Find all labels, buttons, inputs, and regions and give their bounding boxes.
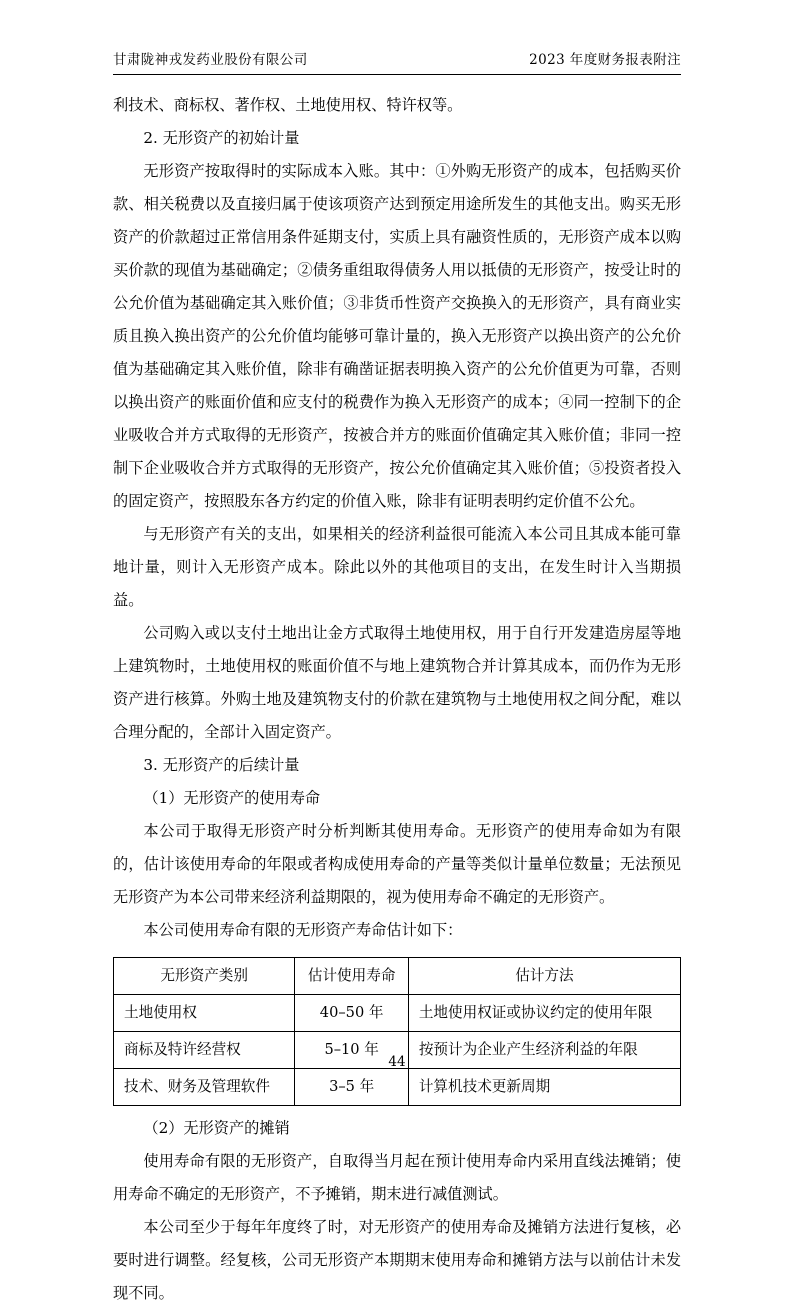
paragraph-land-use-right: 公司购入或以支付土地出让金方式取得土地使用权，用于自行开发建造房屋等地上建筑物时，土地使用权的账面价值不与地上建筑物合并计算其成本，而仍作为无形资产进行核算。外购土地及建筑物支付的价款在建筑物与土地使用权之间分配，难以合理分配的，全部计入固定资产。	[113, 624, 681, 741]
table-cell-method: 按预计为企业产生经济利益的年限	[408, 1032, 680, 1069]
paragraph-table-intro: 本公司使用寿命有限的无形资产寿命估计如下：	[143, 921, 463, 939]
useful-life-table	[113, 957, 681, 1106]
body-text	[113, 89, 681, 1310]
table-cell-method: 计算机技术更新周期	[408, 1069, 680, 1106]
heading-subsequent-measurement: 3. 无形资产的后续计量	[143, 756, 300, 774]
table-cell-life: 40–50 年	[295, 995, 408, 1032]
header-document-title: 2023 年度财务报表附注	[529, 52, 681, 68]
header-company-name: 甘肃陇神戎发药业股份有限公司	[113, 52, 308, 68]
paragraph-related-expenditure: 与无形资产有关的支出，如果相关的经济利益很可能流入本公司且其成本能可靠地计量，则计入无形资产成本。除此以外的其他项目的支出，在发生时计入当期损益。	[113, 525, 681, 609]
table-cell-category: 技术、财务及管理软件	[114, 1069, 295, 1106]
paragraph-initial-measurement: 无形资产按取得时的实际成本入账。其中：①外购无形资产的成本，包括购买价款、相关税费以及直接归属于使该项资产达到预定用途所发生的其他支出。购买无形资产的价款超过正常信用条件延期支付，实质上具有融资性质的，无形资产成本以购买价款的现值为基础确定；②债务重组取得债务人用以抵债的无形资产，按受让时的公允价值为基础确定其入账价值；③非货币性资产交换换入的无形资产，具有商业实质且换入换出资产的公允价值均能够可靠计量的，换入无形资产以换出资产的公允价值为基础确定其入账价值，除非有确凿证据表明换入资产的公允价值更为可靠，否则以换出资产的账面价值和应支付的税费作为换入无形资产的成本；④同一控制下的企业吸收合并方式取得的无形资产，按被合并方的账面价值确定其入账价值；非同一控制下企业吸收合并方式取得的无形资产，按公允价值确定其入账价值；⑤投资者投入的固定资产，按照股东各方约定的价值入账，除非有证明表明约定价值不公允。	[113, 162, 681, 510]
table-header-method: 估计方法	[408, 958, 680, 995]
table-row	[114, 995, 681, 1032]
heading-initial-measurement: 2. 无形资产的初始计量	[143, 129, 300, 147]
page-number: 44	[388, 1054, 406, 1070]
table-cell-category: 商标及特许经营权	[114, 1032, 295, 1069]
table-cell-life: 3–5 年	[295, 1069, 408, 1106]
page-content	[113, 48, 681, 1310]
paragraph-annual-review: 本公司至少于每年年度终了时，对无形资产的使用寿命及摊销方法进行复核，必要时进行调整。经复核，公司无形资产本期期末使用寿命和摊销方法与以前估计未发现不同。	[113, 1218, 681, 1302]
paragraph-amortization: 使用寿命有限的无形资产，自取得当月起在预计使用寿命内采用直线法摊销；使用寿命不确定的无形资产，不予摊销，期末进行减值测试。	[113, 1152, 681, 1203]
page-header	[113, 48, 681, 75]
table-cell-method: 土地使用权证或协议约定的使用年限	[408, 995, 680, 1032]
table-header-life: 估计使用寿命	[295, 958, 408, 995]
table-row	[114, 1069, 681, 1106]
paragraph-continuation: 利技术、商标权、著作权、土地使用权、特许权等。	[113, 96, 463, 114]
table-cell-life: 5–10 年	[295, 1032, 408, 1069]
heading-useful-life: （1）无形资产的使用寿命	[143, 789, 321, 807]
table-header-category: 无形资产类别	[114, 958, 295, 995]
table-header-row	[114, 958, 681, 995]
paragraph-useful-life: 本公司于取得无形资产时分析判断其使用寿命。无形资产的使用寿命如为有限的，估计该使用寿命的年限或者构成使用寿命的产量等类似计量单位数量；无法预见无形资产为本公司带来经济利益期限的，视为使用寿命不确定的无形资产。	[113, 822, 681, 906]
table-cell-category: 土地使用权	[114, 995, 295, 1032]
heading-amortization: （2）无形资产的摊销	[143, 1119, 290, 1137]
